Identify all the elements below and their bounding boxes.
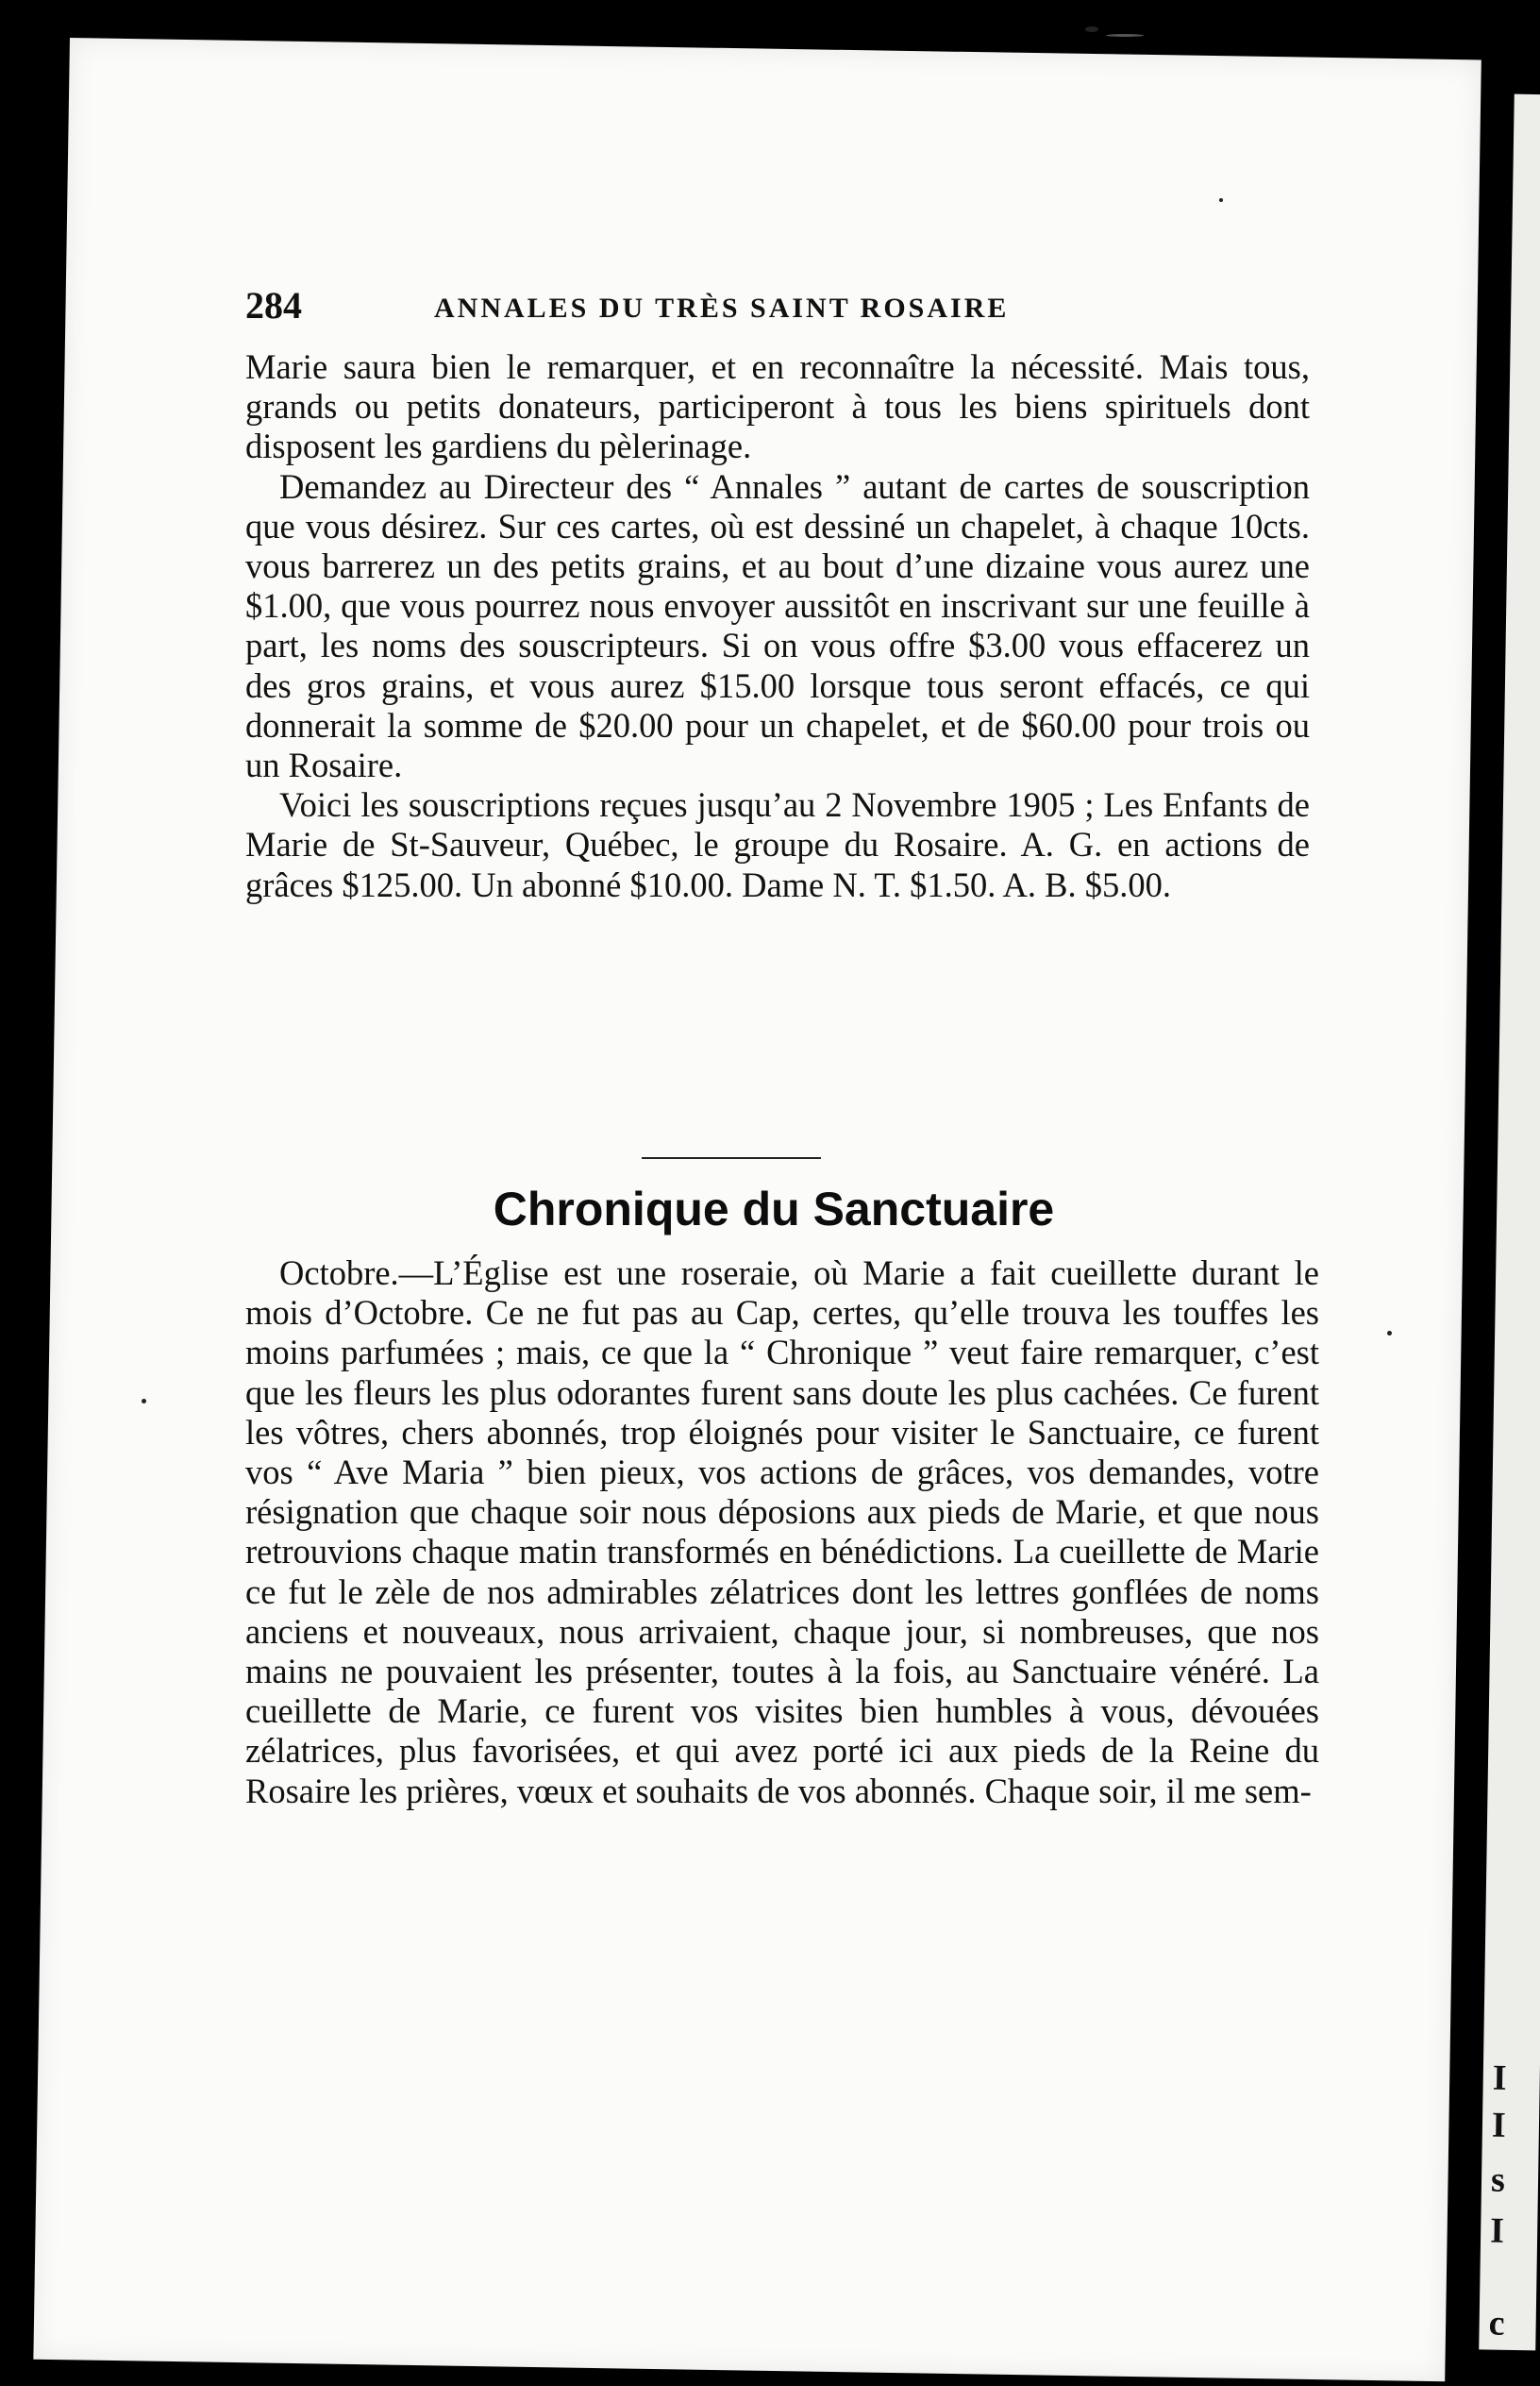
body-text-bottom [245, 1253, 1319, 1811]
scan-speck [1085, 26, 1098, 32]
facing-page-letter: I [1489, 2210, 1505, 2251]
facing-page-letter: I [1492, 2058, 1507, 2098]
scan-speck [1387, 1331, 1392, 1336]
running-title: ANNALES DU TRÈS SAINT ROSAIRE [434, 293, 1010, 324]
paragraph: Demandez au Directeur des “ Annales ” autant de cartes de souscription que vous désirez. Sur ces cartes, où est dessiné un chapelet, à chaque 10cts. vous barrerez un des petits grains, et au bout d’une dizaine vous aurez une $1.00, que vous pourrez nous envoyer aussitôt en inscrivant sur une feuille à part, les noms des souscripteurs. Si on vous offre $3.00 vous effacerez un des gros grains, et vous aurez $15.00 lorsque tous seront effacés, ce qui donnerait la somme de $20.00 pour un chapelet, et de $60.00 pour trois ou un Rosaire. [245, 466, 1310, 785]
paragraph: Marie saura bien le remarquer, et en reconnaître la nécessité. Mais tous, grands ou petits donateurs, participeront à tous les biens spirituels dont disposent les gardiens du pèlerinage. [245, 347, 1310, 466]
scan-speck [1219, 198, 1223, 202]
section-title: Chronique du Sanctuaire [493, 1183, 1055, 1235]
facing-page-letter: I [1491, 2105, 1507, 2145]
running-head [245, 283, 1312, 340]
scan-speck [1106, 34, 1144, 37]
paragraph: Octobre.—L’Église est une roseraie, où Marie a fait cueillette durant le mois d’Octobre. Ce ne fut pas au Cap, certes, qu’elle trouva les touffes les moins parfumées ; mais, ce que la “ Chronique ” veut faire remarquer, c’est que les fleurs les plus odorantes furent sans doute les plus cachées. Ce furent les vôtres, chers abonnés, trop éloignés pour visiter le Sanctuaire, ce furent vos “ Ave Maria ” bien pieux, vos actions de grâces, vos demandes, votre résignation que chaque soir nous déposions aux pieds de Marie, et que nous retrouvions chaque matin transformés en bénédictions. La cueillette de Marie ce fut le zèle de nos admirables zélatrices dont les lettres gonflées de noms anciens et nouveaux, nous arrivaient, chaque jour, si nombreuses, que nos mains ne pouvaient les présenter, toutes à la fois, au Sanctuaire vénéré. La cueillette de Marie, ce furent vos visites bien humbles à vous, dévouées zélatrices, plus favorisées, et qui avez porté ici aux pieds de la Reine du Rosaire les prières, vœux et souhaits de vos abonnés. Chaque soir, il me sem- [245, 1253, 1319, 1810]
page-number: 284 [245, 284, 302, 327]
facing-page-letter: s [1490, 2159, 1506, 2200]
facing-page-letter: c [1488, 2303, 1505, 2344]
section-divider [642, 1157, 821, 1159]
facing-page-edge [1479, 94, 1540, 2351]
paragraph: Voici les souscriptions reçues jusqu’au 2 Novembre 1905 ; Les Enfants de Marie de St-Sauveur, Québec, le groupe du Rosaire. A. G. en actions de grâces $125.00. Un abonné $10.00. Dame N. T. $1.50. A. B. $5.00. [245, 785, 1310, 904]
scan-speck [142, 1399, 146, 1403]
body-text-top [245, 347, 1310, 905]
